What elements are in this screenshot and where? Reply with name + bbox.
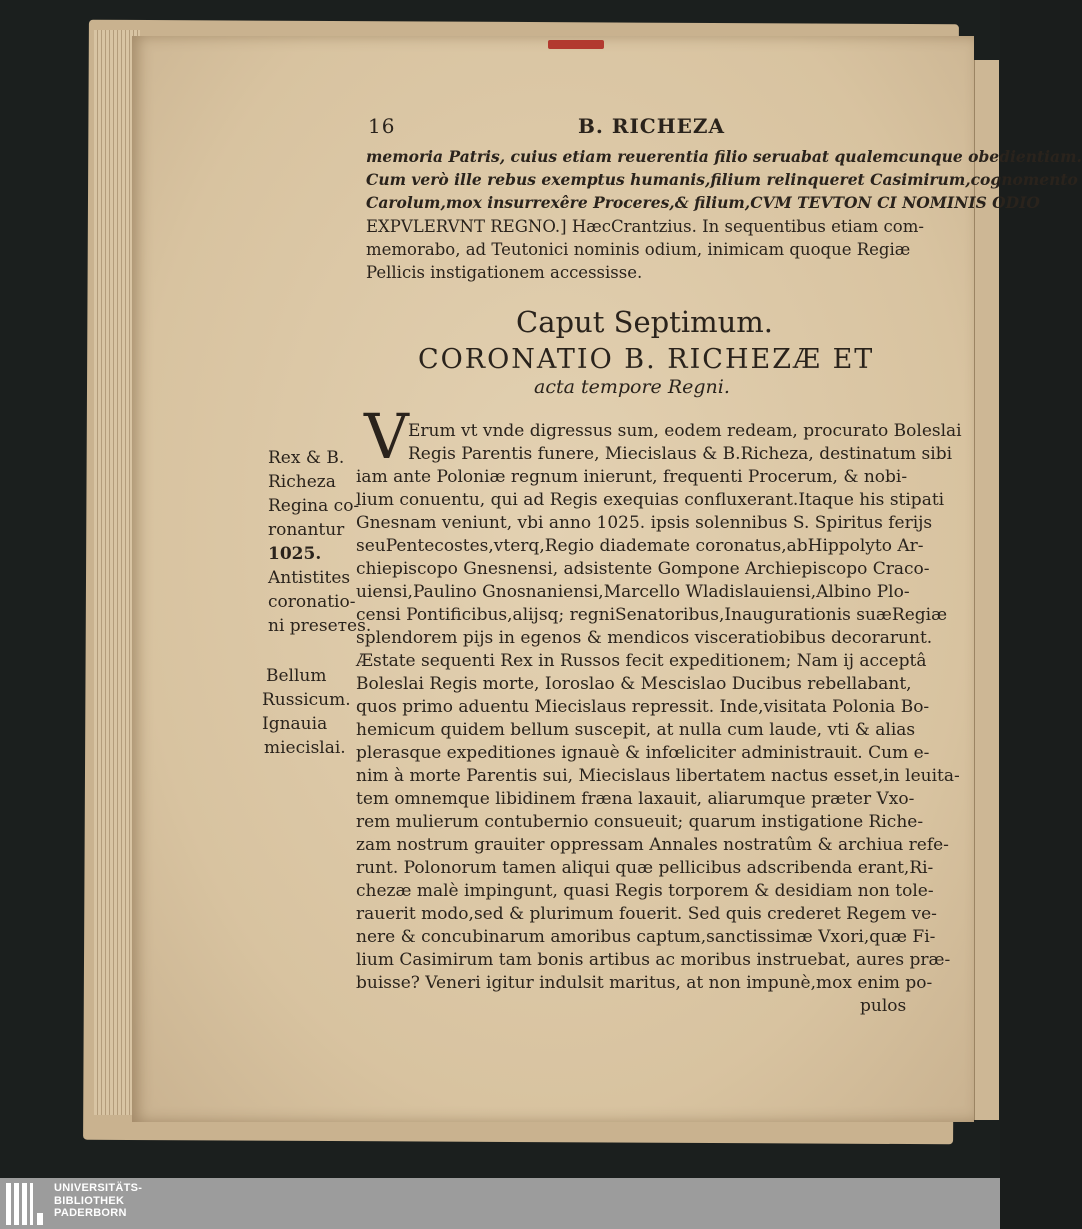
library-name-line: BIBLIOTHEK [54, 1194, 125, 1207]
footer-bar [0, 1178, 1000, 1229]
page-number: 16 [368, 114, 396, 138]
text-line: rauerit modo,sed & plurimum fouerit. Sed quis crederet Regem ve- [356, 904, 937, 924]
text-line: Erum vt vnde digressus sum, eodem redeam, procurato Boleslai [408, 421, 962, 441]
right-page-edge [974, 60, 999, 1120]
margin-note-line: Russicum. [262, 690, 351, 710]
text-line: rem mulierum contubernio consueuit; quarum instigatione Riche- [356, 812, 924, 832]
text-line: Carolum,mox insurrexêre Proceres,& filium,CVM TEVTON CI NOMINIS ODIO [366, 193, 1040, 212]
text-line: chiepiscopo Gnesnensi, adsistente Gompone Archiepiscopo Craco- [356, 559, 930, 579]
text-line: censi Pontificibus,alijsq; regniSenatoribus,Inaugurationis suæRegiæ [356, 605, 948, 625]
chapter-title: Caput Septimum. [516, 305, 774, 339]
chapter-subtitle-2: acta tempore Regni. [534, 376, 730, 398]
library-name-line: UNIVERSITÄTS- [54, 1182, 143, 1194]
margin-note-line: Richeza [268, 472, 336, 492]
running-head: B. RICHEZA [578, 114, 725, 138]
text-line: EXPVLERVNT REGNO.] HæcCrantzius. In sequentibus etiam com- [366, 217, 924, 236]
text-line: chezæ malè impingunt, quasi Regis torporem & desidiam non tole- [356, 881, 934, 901]
text-line: memoria Patris, cuius etiam reuerentia filio seruabat qualemcunque obedientiam. [366, 147, 1082, 166]
chapter-subtitle: CORONATIO B. RICHEZÆ ET [418, 344, 875, 375]
library-name [54, 1182, 142, 1220]
drop-cap: V [364, 400, 409, 473]
margin-note-line: Bellum [266, 666, 327, 686]
library-name-line: PADERBORN [54, 1207, 127, 1219]
text-line: nim à morte Parentis sui, Miecislaus libertatem nactus esset,in leuita- [356, 766, 960, 786]
text-line: Gnesnam veniunt, vbi anno 1025. ipsis solennibus S. Spiritus ferijs [356, 513, 933, 533]
margin-note-line: ronantur [268, 520, 345, 540]
text-line: tem omnemque libidinem fræna laxauit, aliarumque præter Vxo- [356, 789, 915, 809]
text-line: Boleslai Regis morte, Ioroslao & Mescislao Ducibus rebellabant, [356, 674, 912, 694]
catchword: pulos [860, 996, 907, 1016]
text-line: splendorem pijs in egenos & mendicos visceratiobibus decorarunt. [356, 628, 933, 648]
text-line: lium Casimirum tam bonis artibus ac moribus instruebat, aures præ- [356, 950, 951, 970]
text-line: lium conuentu, qui ad Regis exequias confluxerant.Itaque his stipati [356, 490, 945, 510]
margin-note-line: Regina co- [268, 496, 360, 516]
text-line: zam nostrum grauiter oppressam Annales nostratûm & archiua refe- [356, 835, 949, 855]
text-line: hemicum quidem bellum suscepit, at nulla cum laude, vti & alias [356, 720, 916, 740]
text-line: uiensi,Paulino Gnosnaniensi,Marcello Wladislauiensi,Albino Plo- [356, 582, 910, 602]
text-line: seuPentecostes,vterq,Regio diademate coronatus,abHippolyto Ar- [356, 536, 924, 556]
margin-note-line: Antistites [268, 568, 351, 588]
bookmark-ribbon [548, 40, 604, 49]
margin-note-line: 1025. [268, 544, 322, 564]
text-line: Pellicis instigationem accessisse. [366, 263, 643, 282]
text-line: Regis Parentis funere, Miecislaus & B.Richeza, destinatum sibi [408, 444, 953, 464]
library-barcode-icon [6, 1183, 46, 1225]
margin-note-line: ni preseтes. [268, 616, 372, 636]
text-line: Cum verò ille rebus exemptus humanis,filium relinqueret Casimirum,cognomento [366, 170, 1078, 189]
margin-note-line: miecislai. [264, 738, 346, 758]
text-line: memorabo, ad Teutonici nominis odium, inimicam quoque Regiæ [366, 240, 911, 259]
text-line: nere & concubinarum amoribus captum,sanctissimæ Vxori,quæ Fi- [356, 927, 936, 947]
text-line: iam ante Poloniæ regnum inierunt, frequenti Procerum, & nobi- [356, 467, 908, 487]
text-line: quos primo aduentu Miecislaus repressit. Inde,visitata Polonia Bo- [356, 697, 930, 717]
text-line: buisse? Veneri igitur indulsit maritus, at non impunè,mox enim po- [356, 973, 933, 993]
text-line: plerasque expeditiones ignauè & infœliciter administrauit. Cum e- [356, 743, 930, 763]
margin-note-line: coronatio- [268, 592, 356, 612]
margin-note-line: Rex & B. [268, 448, 345, 468]
margin-note-line: Ignauia [262, 714, 328, 734]
text-line: runt. Polonorum tamen aliqui quæ pellicibus adscribenda erant,Ri- [356, 858, 934, 878]
text-line: Æstate sequenti Rex in Russos fecit expeditionem; Nam ij acceptâ [356, 651, 927, 671]
